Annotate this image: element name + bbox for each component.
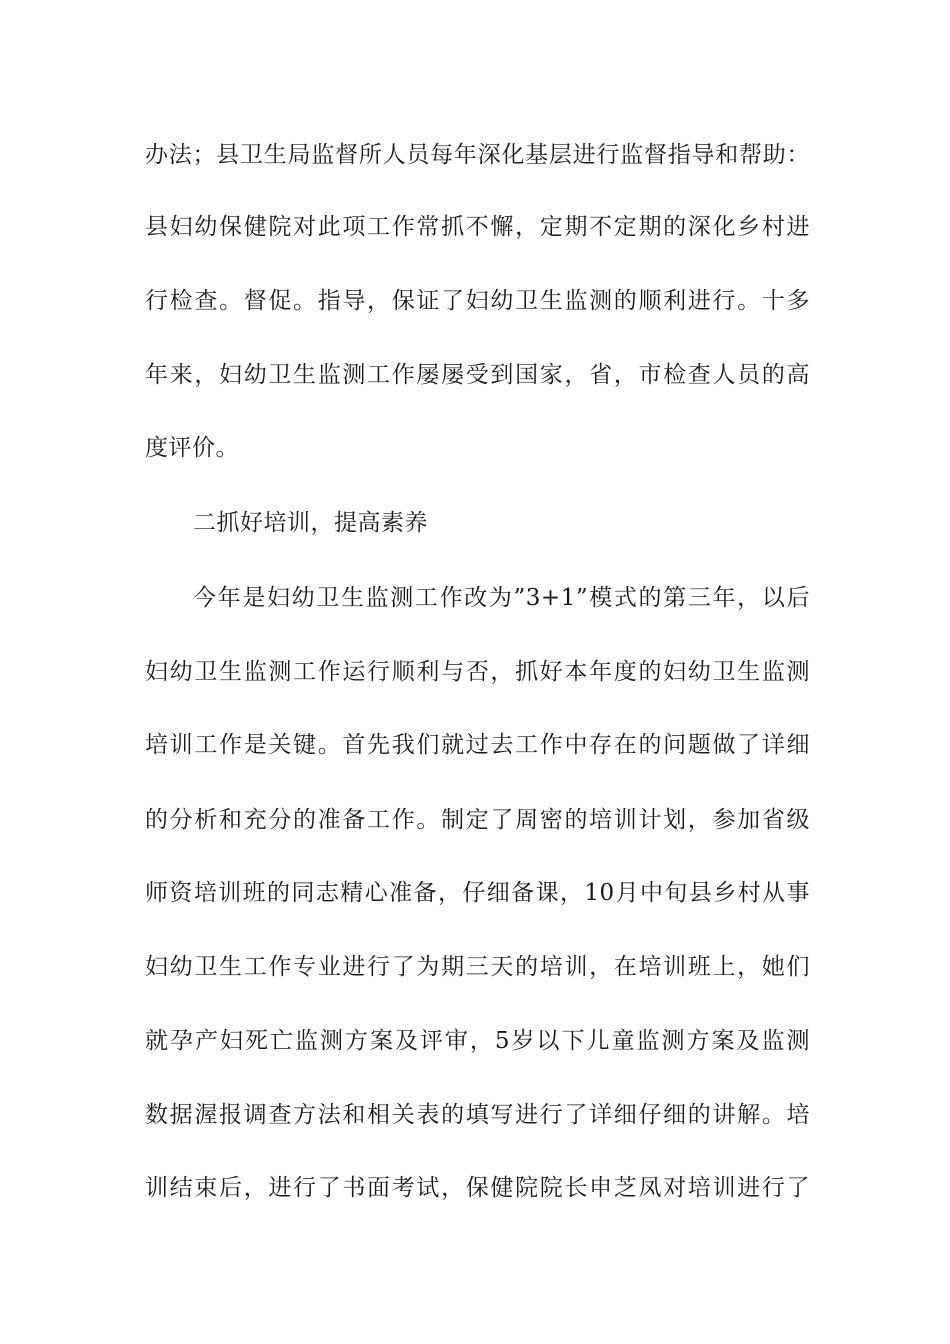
paragraph-line: 的分析和充分的准备工作。制定了周密的培训计划，参加省级: [145, 807, 810, 833]
paragraph-line: 师资培训班的同志精心准备，仔细备课，10月中旬县乡村从事: [145, 880, 810, 906]
paragraph-line: 今年是妇幼卫生监测工作改为”3+1”模式的第三年，以后: [193, 585, 810, 611]
paragraph-line: 就孕产妇死亡监测方案及评审，5岁以下儿童监测方案及监测: [145, 1028, 810, 1054]
paragraph-line: 县妇幼保健院对此项工作常抓不懈，定期不定期的深化乡村进: [145, 214, 810, 240]
paragraph-line: 妇幼卫生监测工作运行顺利与否，抓好本年度的妇幼卫生监测: [145, 659, 810, 685]
paragraph-line: 行检查。督促。指导，保证了妇幼卫生监测的顺利进行。十多: [145, 288, 810, 314]
paragraph-line: 妇幼卫生工作专业进行了为期三天的培训，在培训班上，她们: [145, 954, 810, 980]
paragraph-line: 培训工作是关键。首先我们就过去工作中存在的问题做了详细: [145, 732, 810, 758]
paragraph-line: 年来，妇幼卫生监测工作屡屡受到国家，省，市检查人员的高: [145, 362, 810, 388]
section-heading: 二抓好培训，提高素养: [193, 510, 428, 536]
paragraph-line: 度评价。: [145, 435, 239, 461]
paragraph-line: 训结束后，进行了书面考试，保健院院长申芝凤对培训进行了: [145, 1175, 810, 1201]
paragraph-line: 办法；县卫生局监督所人员每年深化基层进行监督指导和帮助：: [145, 142, 810, 168]
paragraph-line: 数据渥报调查方法和相关表的填写进行了详细仔细的讲解。培: [145, 1102, 810, 1128]
